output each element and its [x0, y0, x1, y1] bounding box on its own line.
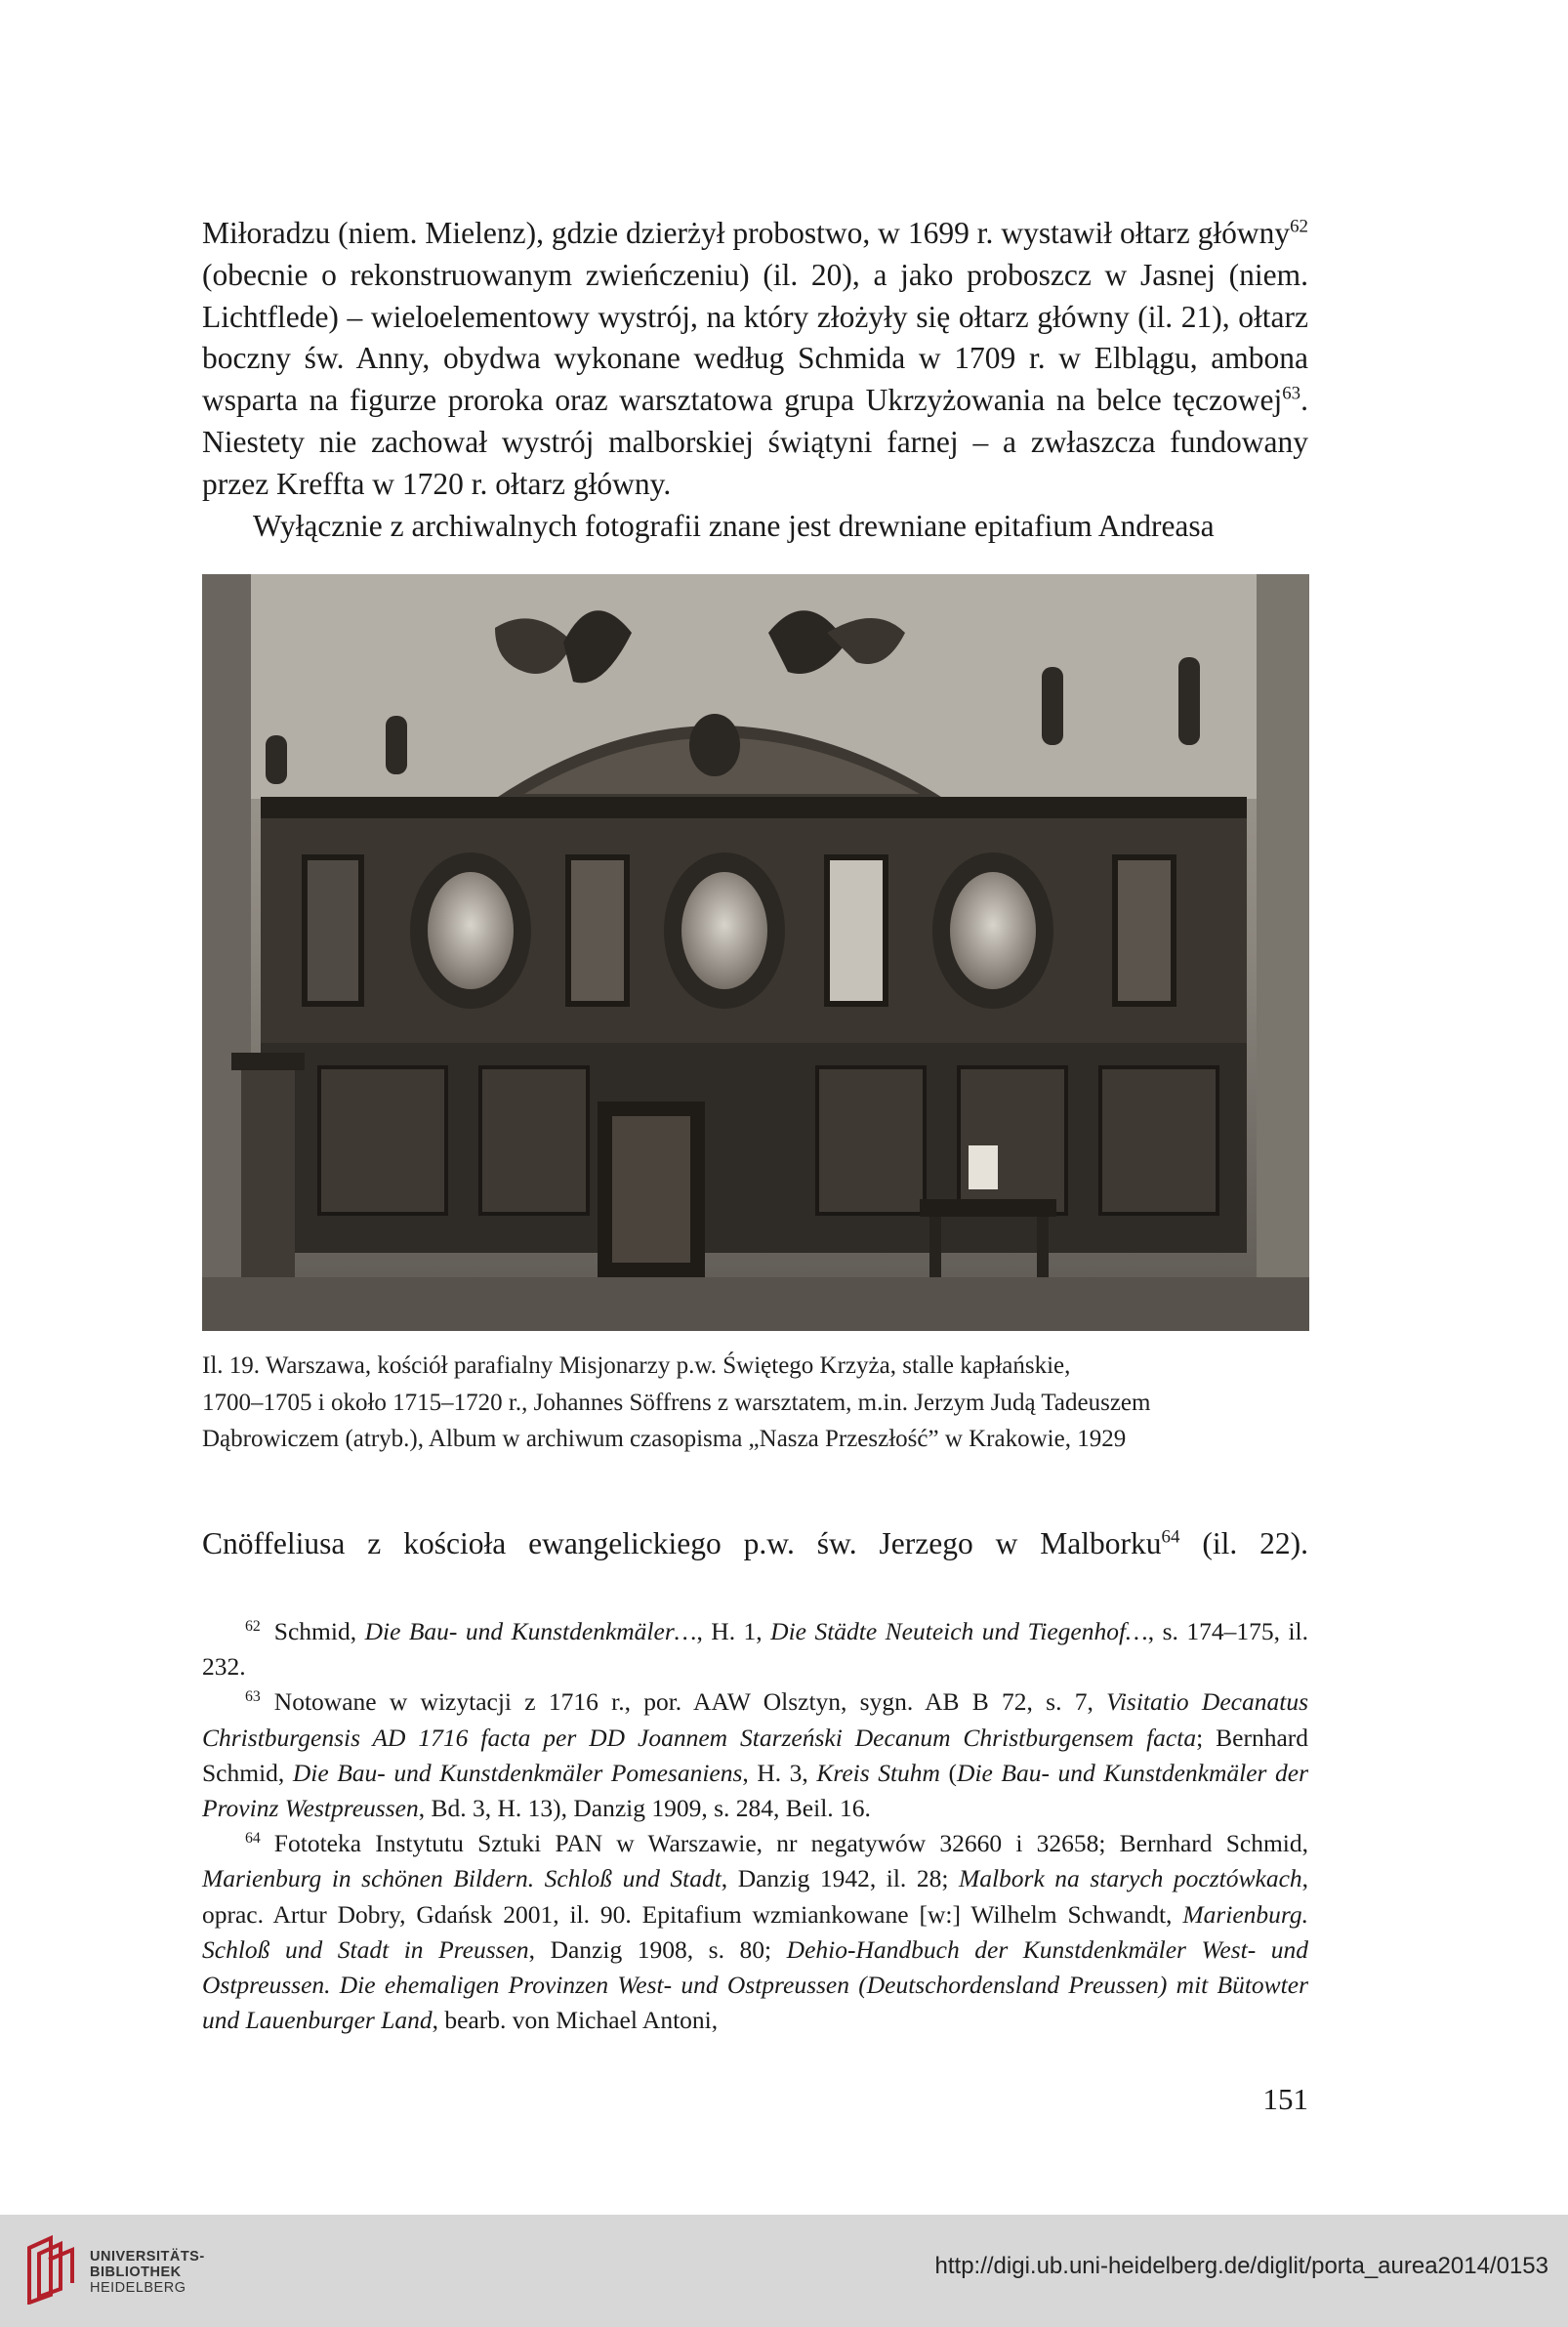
source-url-link[interactable]: http://digi.ub.uni-heidelberg.de/diglit/porta_aurea2014/0153 — [934, 2253, 1548, 2279]
figure-caption — [202, 1348, 1308, 1458]
footnote-title: Die Bau- und Kunstdenkmäler… — [364, 1617, 697, 1645]
footnote-text: , H. 3, — [742, 1758, 817, 1787]
body-text-segment: (obecnie o rekonstruowanym zwieńczeniu) (il. 20), a jako proboszcz w Jasnej (niem. Lichtflede) – wieloelementowy wystrój, na który złożyły się ołtarz główny (il. 21), ołtarz boczny św. Anny, obydwa wykonane według Schmida w 1709 r. w Elblągu, ambona wsparta na figurze proroka oraz warsztatowa grupa Ukrzyżowania na belce tęczowej — [202, 257, 1308, 418]
body-text-segment: Miłoradzu (niem. Mielenz), gdzie dzierżył probostwo, w 1699 r. wystawił ołtarz — [202, 216, 1190, 250]
footnote-text: , Danzig 1942, il. 28; — [721, 1864, 959, 1893]
body-text-segment: . Niestety nie zachował wystrój malborskiej świątyni farnej – a zwłaszcza fundowany przez Kreffta w 1720 r. ołtarz główny. — [202, 383, 1308, 501]
page-number: 151 — [1262, 2082, 1308, 2116]
footnote-title: Die Bau- und Kunstdenkmäler der Provinz Westpreussen — [202, 1758, 1309, 1823]
caption-line: Il. 19. Warszawa, kościół parafialny Misjonarzy p.w. Świętego Krzyża, stalle kapłańskie, — [202, 1352, 1071, 1379]
footnote-text: , Danzig 1908, s. 80; — [528, 1934, 787, 1964]
footnote-63 — [202, 1684, 1308, 1826]
footnote-text: , Bd. 3, H. 13), Danzig 1909, s. 284, Beil. 16. — [418, 1794, 871, 1823]
footnote-text: , H. 1, — [696, 1617, 771, 1645]
footnote-text: ; Bernhard Schmid, — [202, 1723, 1308, 1787]
logo-line: UNIVERSITÄTS- — [90, 2249, 205, 2265]
figure-photograph — [202, 574, 1309, 1331]
caption-line: Dąbrowiczem (atryb.), Album w archiwum czasopisma „Nasza Przeszłość” w Krakowie, 1929 — [202, 1426, 1127, 1452]
footnote-title: Kreis Stuhm — [816, 1758, 940, 1787]
footnote-number: 62 — [245, 1617, 261, 1635]
footnotes — [202, 1614, 1308, 2038]
footnote-number: 64 — [245, 1829, 261, 1847]
body-text-segment: Cnöffeliusa z kościoła ewangelickiego p.w. św. Jerzego w Malborku — [202, 1526, 1162, 1560]
footnote-title: Visitatio Decanatus Christburgensis AD 1716 facta per DD Joannem Starzeński Decanum Christburgensem facta — [202, 1687, 1308, 1752]
footnote-text: Schmid, — [273, 1617, 365, 1645]
body-text-segment: (il. 22). — [1179, 1526, 1308, 1560]
body-continuation — [202, 1523, 1308, 1564]
footnote-text: Fototeka Instytutu Sztuki PAN w Warszawie, nr negatywów 32660 i 32658; Bernhard Schmid, — [273, 1829, 1308, 1858]
caption-line: 1700–1705 i około 1715–1720 r., Johannes Söffrens z warsztatem, m.in. Jerzym Judą Tadeuszem — [202, 1389, 1151, 1416]
library-logo-text — [90, 2249, 205, 2296]
footnote-title: Dehio-Handbuch der Kunstdenkmäler West- und Ostpreussen. Die ehemaligen Provinzen West- und Ostpreussen (Deutschordensland Preussen) mit Bütowter und Lauenburger Land — [202, 1934, 1308, 2035]
footnote-ref-64[interactable]: 64 — [1161, 1526, 1180, 1548]
footnote-title: Marienburg in schönen Bildern. Schloß und Stadt — [202, 1864, 722, 1893]
footnote-text: , oprac. Artur Dobry, Gdańsk 2001, il. 90. Epitafium wzmiankowane [w:] Wilhelm Schwandt, — [202, 1864, 1309, 1929]
footnote-number: 63 — [245, 1687, 261, 1705]
footnote-title: Malbork na starych pocztówkach — [958, 1864, 1302, 1893]
footnote-text: , s. 174–175, il. 232. — [202, 1617, 1308, 1682]
logo-line: HEIDELBERG — [90, 2280, 186, 2296]
footnote-text: ( — [939, 1758, 958, 1787]
library-logo-icon[interactable] — [21, 2234, 80, 2305]
footnote-text: Notowane w wizytacji z 1716 r., por. AAW Olsztyn, sygn. AB B 72, s. 7, — [273, 1687, 1107, 1717]
footnote-62 — [202, 1614, 1308, 1684]
body-paragraph-2: Wyłącznie z archiwalnych fotografii znane jest drewniane epitafium Andreasa — [253, 508, 1215, 543]
footnote-ref-62[interactable]: 62 — [1290, 216, 1308, 237]
footnote-title: Die Bau- und Kunstdenkmäler Pomesaniens — [292, 1758, 743, 1787]
footnote-title: Marienburg. Schloß und Stadt in Preussen — [202, 1899, 1308, 1964]
footnote-ref-63[interactable]: 63 — [1282, 383, 1301, 404]
footnote-64 — [202, 1826, 1308, 2038]
footnote-text: , bearb. von Michael Antoni, — [432, 2006, 719, 2035]
logo-line: BIBLIOTHEK — [90, 2265, 182, 2280]
footer-bar — [0, 2215, 1568, 2327]
body-paragraph-1 — [202, 213, 1308, 547]
footnote-title: Die Städte Neuteich und Tiegenhof… — [770, 1617, 1148, 1645]
body-text-segment: główny — [1197, 216, 1291, 250]
church-stalls-photo — [202, 574, 1309, 1331]
